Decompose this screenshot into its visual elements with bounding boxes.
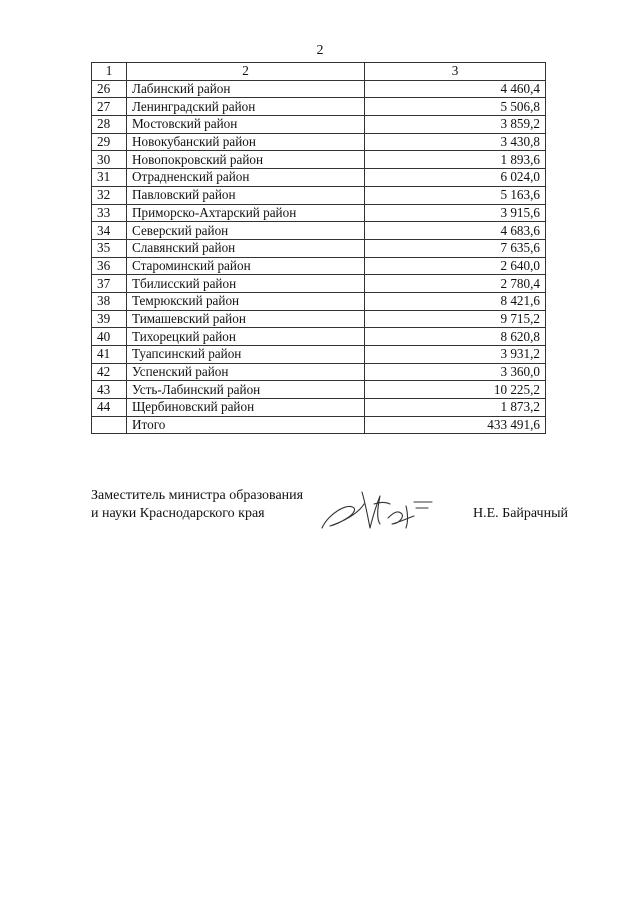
value-cell: 5 163,6 [365, 186, 546, 204]
table-row [92, 239, 546, 257]
table-row [92, 133, 546, 151]
value-cell: 1 893,6 [365, 151, 546, 169]
value-cell: 3 430,8 [365, 133, 546, 151]
table-row [92, 151, 546, 169]
header-cell: 2 [127, 63, 365, 81]
table-header-row [92, 63, 546, 81]
value-cell: 3 915,6 [365, 204, 546, 222]
row-number-cell: 29 [92, 133, 127, 151]
value-cell: 2 780,4 [365, 275, 546, 293]
table-total-row [92, 416, 546, 434]
row-number-cell: 39 [92, 310, 127, 328]
district-name-cell: Новопокровский район [127, 151, 365, 169]
row-number-cell: 37 [92, 275, 127, 293]
signature-position-line-2: и науки Краснодарского края [91, 506, 265, 521]
district-name-cell: Славянский район [127, 239, 365, 257]
value-cell: 4 683,6 [365, 222, 546, 240]
table-row [92, 328, 546, 346]
header-cell: 1 [92, 63, 127, 81]
table-row [92, 186, 546, 204]
district-name-cell: Новокубанский район [127, 133, 365, 151]
value-cell: 1 873,2 [365, 399, 546, 417]
row-number-cell: 32 [92, 186, 127, 204]
row-number-cell: 28 [92, 116, 127, 134]
district-name-cell: Мостовский район [127, 116, 365, 134]
row-number-cell [92, 416, 127, 434]
page-number: 2 [316, 43, 324, 58]
value-cell: 3 931,2 [365, 346, 546, 364]
district-name-cell: Северский район [127, 222, 365, 240]
district-name-cell: Усть-Лабинский район [127, 381, 365, 399]
value-cell: 3 859,2 [365, 116, 546, 134]
row-number-cell: 30 [92, 151, 127, 169]
row-number-cell: 44 [92, 399, 127, 417]
row-number-cell: 26 [92, 80, 127, 98]
signatory-name: Н.Е. Байрачный [473, 506, 568, 521]
row-number-cell: 42 [92, 363, 127, 381]
table-row [92, 310, 546, 328]
value-cell: 4 460,4 [365, 80, 546, 98]
table-row [92, 80, 546, 98]
district-name-cell: Павловский район [127, 186, 365, 204]
district-name-cell: Ленинградский район [127, 98, 365, 116]
row-number-cell: 34 [92, 222, 127, 240]
row-number-cell: 43 [92, 381, 127, 399]
value-cell: 9 715,2 [365, 310, 546, 328]
district-name-cell: Успенский район [127, 363, 365, 381]
district-name-cell: Староминский район [127, 257, 365, 275]
table-row [92, 222, 546, 240]
district-name-cell: Тимашевский район [127, 310, 365, 328]
value-cell: 2 640,0 [365, 257, 546, 275]
district-name-cell: Лабинский район [127, 80, 365, 98]
value-cell: 3 360,0 [365, 363, 546, 381]
table-row [92, 257, 546, 275]
row-number-cell: 35 [92, 239, 127, 257]
table-row [92, 346, 546, 364]
data-table [91, 62, 546, 434]
value-cell: 5 506,8 [365, 98, 546, 116]
value-cell: 8 421,6 [365, 292, 546, 310]
header-cell: 3 [365, 63, 546, 81]
row-number-cell: 40 [92, 328, 127, 346]
district-name-cell: Тихорецкий район [127, 328, 365, 346]
district-name-cell: Итого [127, 416, 365, 434]
table-row [92, 399, 546, 417]
row-number-cell: 36 [92, 257, 127, 275]
district-name-cell: Щербиновский район [127, 399, 365, 417]
table-row [92, 381, 546, 399]
table-row [92, 169, 546, 187]
district-name-cell: Темрюкский район [127, 292, 365, 310]
value-cell: 8 620,8 [365, 328, 546, 346]
table-row [92, 292, 546, 310]
row-number-cell: 31 [92, 169, 127, 187]
row-number-cell: 41 [92, 346, 127, 364]
district-name-cell: Туапсинский район [127, 346, 365, 364]
district-name-cell: Приморско-Ахтарский район [127, 204, 365, 222]
value-cell: 433 491,6 [365, 416, 546, 434]
row-number-cell: 33 [92, 204, 127, 222]
district-name-cell: Отрадненский район [127, 169, 365, 187]
signature-position [91, 487, 303, 523]
value-cell: 7 635,6 [365, 239, 546, 257]
row-number-cell: 27 [92, 98, 127, 116]
row-number-cell: 38 [92, 292, 127, 310]
table-row [92, 204, 546, 222]
handwritten-signature [318, 484, 438, 536]
value-cell: 6 024,0 [365, 169, 546, 187]
table-row [92, 275, 546, 293]
signature-position-line-1: Заместитель министра образования [91, 488, 304, 503]
table-row [92, 98, 546, 116]
value-cell: 10 225,2 [365, 381, 546, 399]
district-name-cell: Тбилисский район [127, 275, 365, 293]
table-row [92, 116, 546, 134]
table-row [92, 363, 546, 381]
